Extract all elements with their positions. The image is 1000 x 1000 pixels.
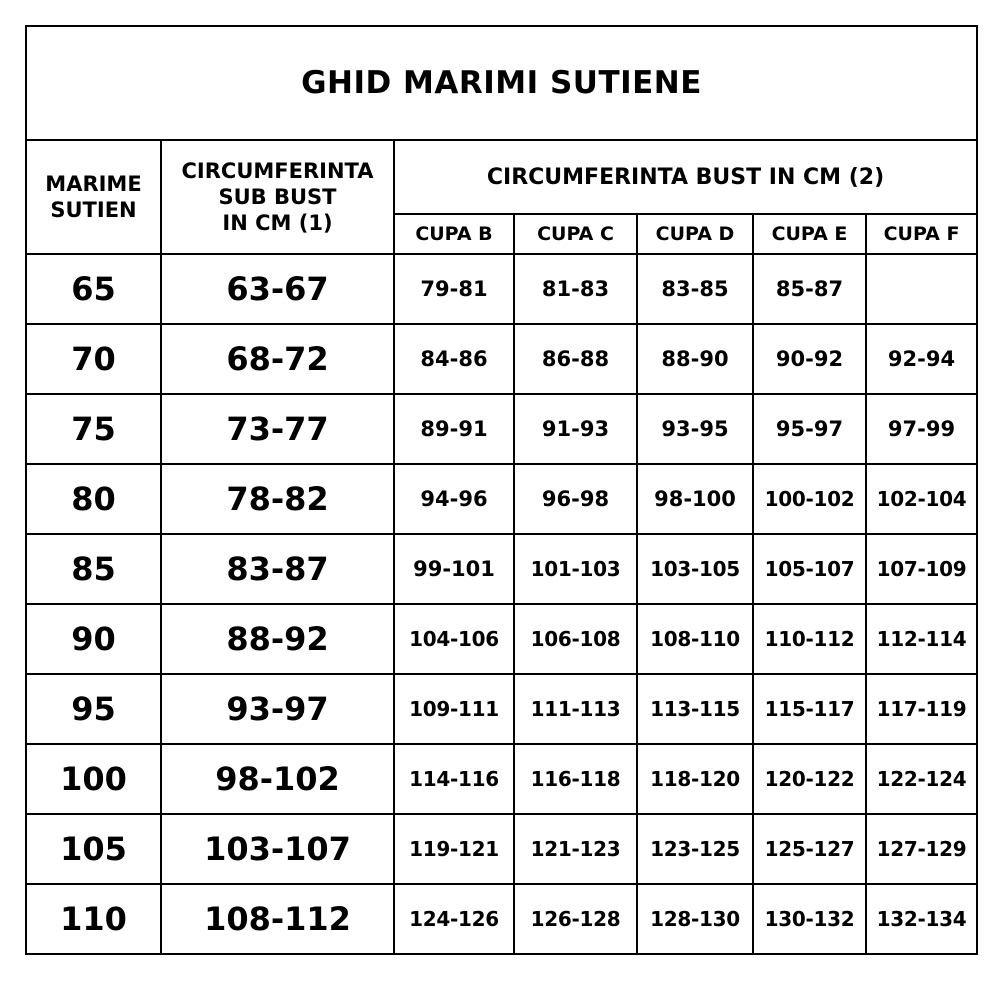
cell-cup-c: 91-93 [514,394,637,464]
cell-cup-d: 108-110 [637,604,753,674]
header-cup-f: CUPA F [866,214,977,254]
cell-cup-d: 88-90 [637,324,753,394]
cell-cup-e: 90-92 [753,324,866,394]
header-cup-b: CUPA B [394,214,514,254]
header-cup-e: CUPA E [753,214,866,254]
cell-cup-c: 111-113 [514,674,637,744]
table-row [26,884,977,954]
cell-underbust: 103-107 [161,814,394,884]
cell-underbust: 93-97 [161,674,394,744]
cell-cup-c: 106-108 [514,604,637,674]
cell-cup-b: 79-81 [394,254,514,324]
cell-underbust: 73-77 [161,394,394,464]
cell-cup-c: 86-88 [514,324,637,394]
cell-cup-d: 98-100 [637,464,753,534]
table-row [26,324,977,394]
table-row [26,604,977,674]
table-row [26,814,977,884]
cell-bra-size: 85 [26,534,161,604]
cell-cup-d: 118-120 [637,744,753,814]
cell-cup-b: 94-96 [394,464,514,534]
header-underbust-line: SUB BUST [218,185,337,209]
cell-cup-f: 127-129 [866,814,977,884]
cell-cup-f: 117-119 [866,674,977,744]
cell-bra-size: 80 [26,464,161,534]
table-row [26,744,977,814]
cell-bra-size: 65 [26,254,161,324]
cell-cup-b: 119-121 [394,814,514,884]
cell-cup-c: 101-103 [514,534,637,604]
cell-cup-c: 96-98 [514,464,637,534]
bra-size-guide-table [25,25,978,955]
page-title: GHID MARIMI SUTIENE [26,26,977,140]
table-row [26,254,977,324]
table-row [26,394,977,464]
cell-cup-f: 102-104 [866,464,977,534]
cell-underbust: 88-92 [161,604,394,674]
cell-cup-d: 103-105 [637,534,753,604]
cell-cup-e: 85-87 [753,254,866,324]
header-underbust-line: IN CM (1) [222,211,333,235]
cell-cup-d: 128-130 [637,884,753,954]
cell-cup-b: 89-91 [394,394,514,464]
cell-cup-f: 107-109 [866,534,977,604]
table-row [26,464,977,534]
cell-bra-size: 95 [26,674,161,744]
cell-bra-size: 110 [26,884,161,954]
cell-cup-f: 132-134 [866,884,977,954]
cell-cup-b: 109-111 [394,674,514,744]
cell-underbust: 98-102 [161,744,394,814]
cell-cup-f: 122-124 [866,744,977,814]
table-row [26,674,977,744]
cell-bra-size: 100 [26,744,161,814]
header-underbust [161,140,394,254]
cell-cup-c: 81-83 [514,254,637,324]
cell-cup-e: 110-112 [753,604,866,674]
header-cup-d: CUPA D [637,214,753,254]
cell-cup-e: 115-117 [753,674,866,744]
cell-cup-d: 83-85 [637,254,753,324]
cell-underbust: 78-82 [161,464,394,534]
cell-cup-e: 100-102 [753,464,866,534]
cell-cup-e: 120-122 [753,744,866,814]
cell-cup-f: 92-94 [866,324,977,394]
header-bra-size-line: SUTIEN [50,198,137,222]
cell-cup-c: 121-123 [514,814,637,884]
cell-underbust: 83-87 [161,534,394,604]
cell-cup-d: 123-125 [637,814,753,884]
cell-cup-f: 97-99 [866,394,977,464]
cell-cup-b: 104-106 [394,604,514,674]
header-bust-group: CIRCUMFERINTA BUST IN CM (2) [394,140,977,214]
cell-cup-e: 105-107 [753,534,866,604]
cell-cup-f [866,254,977,324]
header-underbust-line: CIRCUMFERINTA [181,159,374,183]
cell-cup-e: 130-132 [753,884,866,954]
cell-cup-f: 112-114 [866,604,977,674]
cell-bra-size: 70 [26,324,161,394]
cell-cup-b: 84-86 [394,324,514,394]
cell-bra-size: 75 [26,394,161,464]
cell-cup-b: 114-116 [394,744,514,814]
header-cup-c: CUPA C [514,214,637,254]
cell-cup-b: 124-126 [394,884,514,954]
cell-underbust: 108-112 [161,884,394,954]
cell-cup-c: 116-118 [514,744,637,814]
cell-cup-d: 113-115 [637,674,753,744]
cell-cup-e: 95-97 [753,394,866,464]
cell-bra-size: 90 [26,604,161,674]
cell-cup-b: 99-101 [394,534,514,604]
cell-underbust: 63-67 [161,254,394,324]
cell-bra-size: 105 [26,814,161,884]
header-bra-size-line: MARIME [45,172,142,196]
cell-underbust: 68-72 [161,324,394,394]
header-bra-size [26,140,161,254]
cell-cup-d: 93-95 [637,394,753,464]
cell-cup-c: 126-128 [514,884,637,954]
table-row [26,534,977,604]
cell-cup-e: 125-127 [753,814,866,884]
